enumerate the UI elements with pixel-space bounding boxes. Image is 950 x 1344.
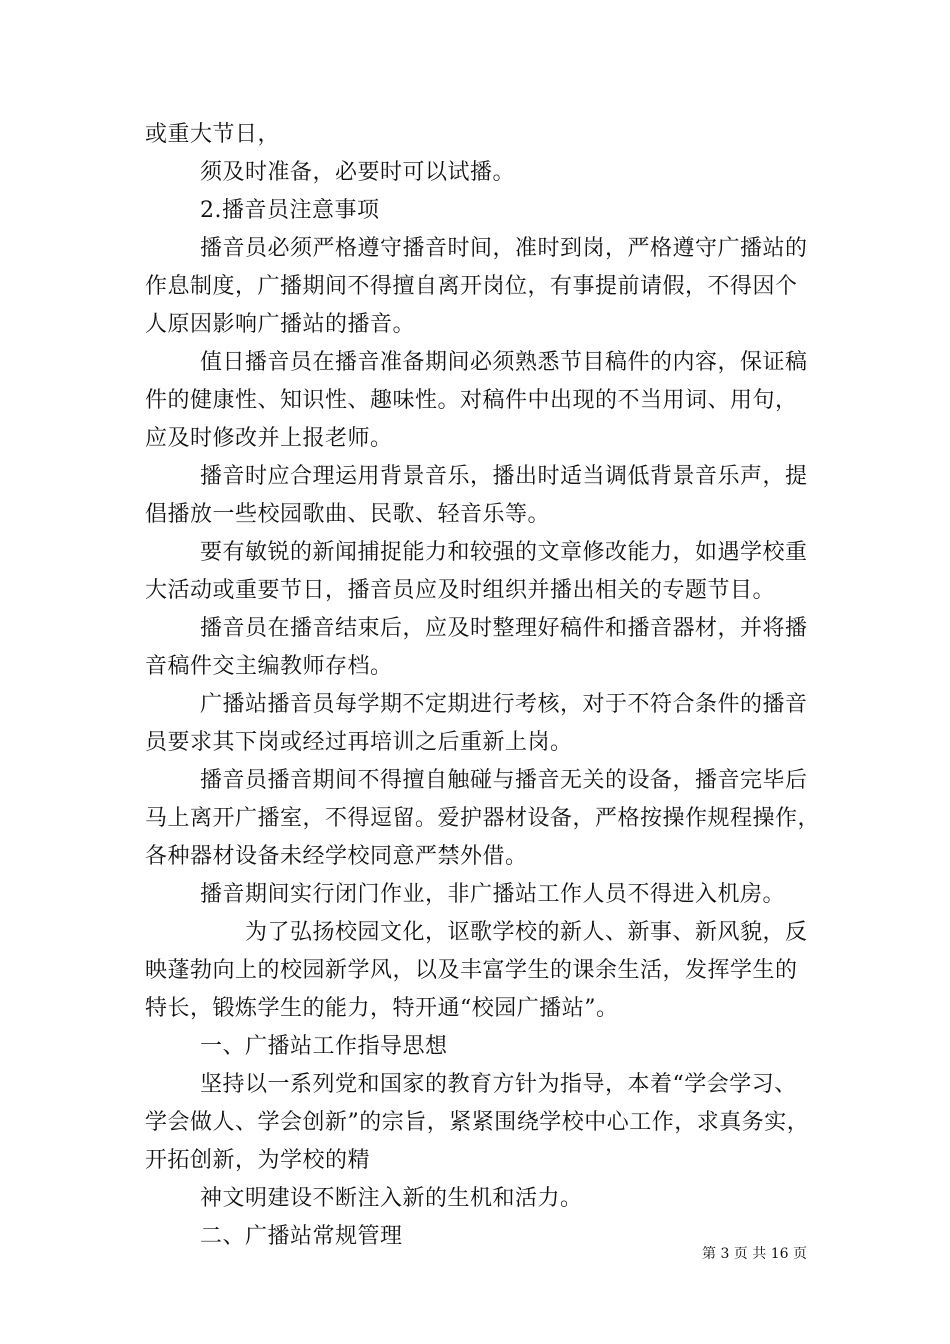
text-line: 广播站播音员每学期不定期进行考核，对于不符合条件的播音 bbox=[200, 692, 808, 717]
text-line: 马上离开广播室，不得逗留。爱护器材设备，严格按操作规程操作， bbox=[145, 806, 821, 831]
text-line: 员要求其下岗或经过再培训之后重新上岗。 bbox=[145, 730, 573, 755]
text-line: 为了弘扬校园文化，讴歌学校的新人、新事、新风貌，反 bbox=[245, 920, 808, 945]
text-line: 人原因影响广播站的播音。 bbox=[145, 312, 416, 337]
section-heading: 二、广播站常规管理 bbox=[200, 1224, 403, 1249]
text-line: 播音期间实行闭门作业，非广播站工作人员不得进入机房。 bbox=[200, 882, 786, 907]
text-line: 大活动或重要节日，播音员应及时组织并播出相关的专题节目。 bbox=[145, 578, 776, 603]
text-line: 映蓬勃向上的校园新学风，以及丰富学生的课余生活，发挥学生的 bbox=[145, 958, 798, 983]
text-line: 开拓创新，为学校的精 bbox=[145, 1148, 371, 1173]
text-line: 件的健康性、知识性、趣味性。对稿件中出现的不当用词、用句， bbox=[145, 388, 798, 413]
text-line: 音稿件交主编教师存档。 bbox=[145, 654, 393, 679]
text-line: 要有敏锐的新闻捕捉能力和较强的文章修改能力，如遇学校重 bbox=[200, 540, 808, 565]
text-line: 须及时准备，必要时可以试播。 bbox=[200, 160, 516, 185]
text-line: 倡播放一些校园歌曲、民歌、轻音乐等。 bbox=[145, 502, 551, 527]
section-heading: 2.播音员注意事项 bbox=[200, 198, 380, 223]
text-line: 播音员播音期间不得擅自触碰与播音无关的设备，播音完毕后 bbox=[200, 768, 808, 793]
text-line: 播音员必须严格遵守播音时间，准时到岗，严格遵守广播站的 bbox=[200, 236, 808, 261]
text-line: 坚持以一系列党和国家的教育方针为指导，本着“学会学习、 bbox=[200, 1072, 797, 1097]
text-line: 值日播音员在播音准备期间必须熟悉节目稿件的内容，保证稿 bbox=[200, 350, 808, 375]
page-number: 第 3 页 共 16 页 bbox=[702, 1246, 807, 1262]
section-heading: 一、广播站工作指导思想 bbox=[200, 1034, 448, 1059]
text-line: 或重大节日， bbox=[145, 122, 281, 147]
text-line: 特长，锻炼学生的能力，特开通“校园广播站”。 bbox=[145, 996, 619, 1021]
text-line: 作息制度，广播期间不得擅自离开岗位，有事提前请假，不得因个 bbox=[145, 274, 798, 299]
text-line: 各种器材设备未经学校同意严禁外借。 bbox=[145, 844, 528, 869]
text-line: 播音员在播音结束后，应及时整理好稿件和播音器材，并将播 bbox=[200, 616, 808, 641]
text-line: 神文明建设不断注入新的生机和活力。 bbox=[200, 1186, 583, 1211]
text-line: 应及时修改并上报老师。 bbox=[145, 426, 393, 451]
text-line: 播音时应合理运用背景音乐，播出时适当调低背景音乐声，提 bbox=[200, 464, 808, 489]
text-line: 学会做人、学会创新”的宗旨，紧紧围绕学校中心工作，求真务实， bbox=[145, 1110, 810, 1135]
